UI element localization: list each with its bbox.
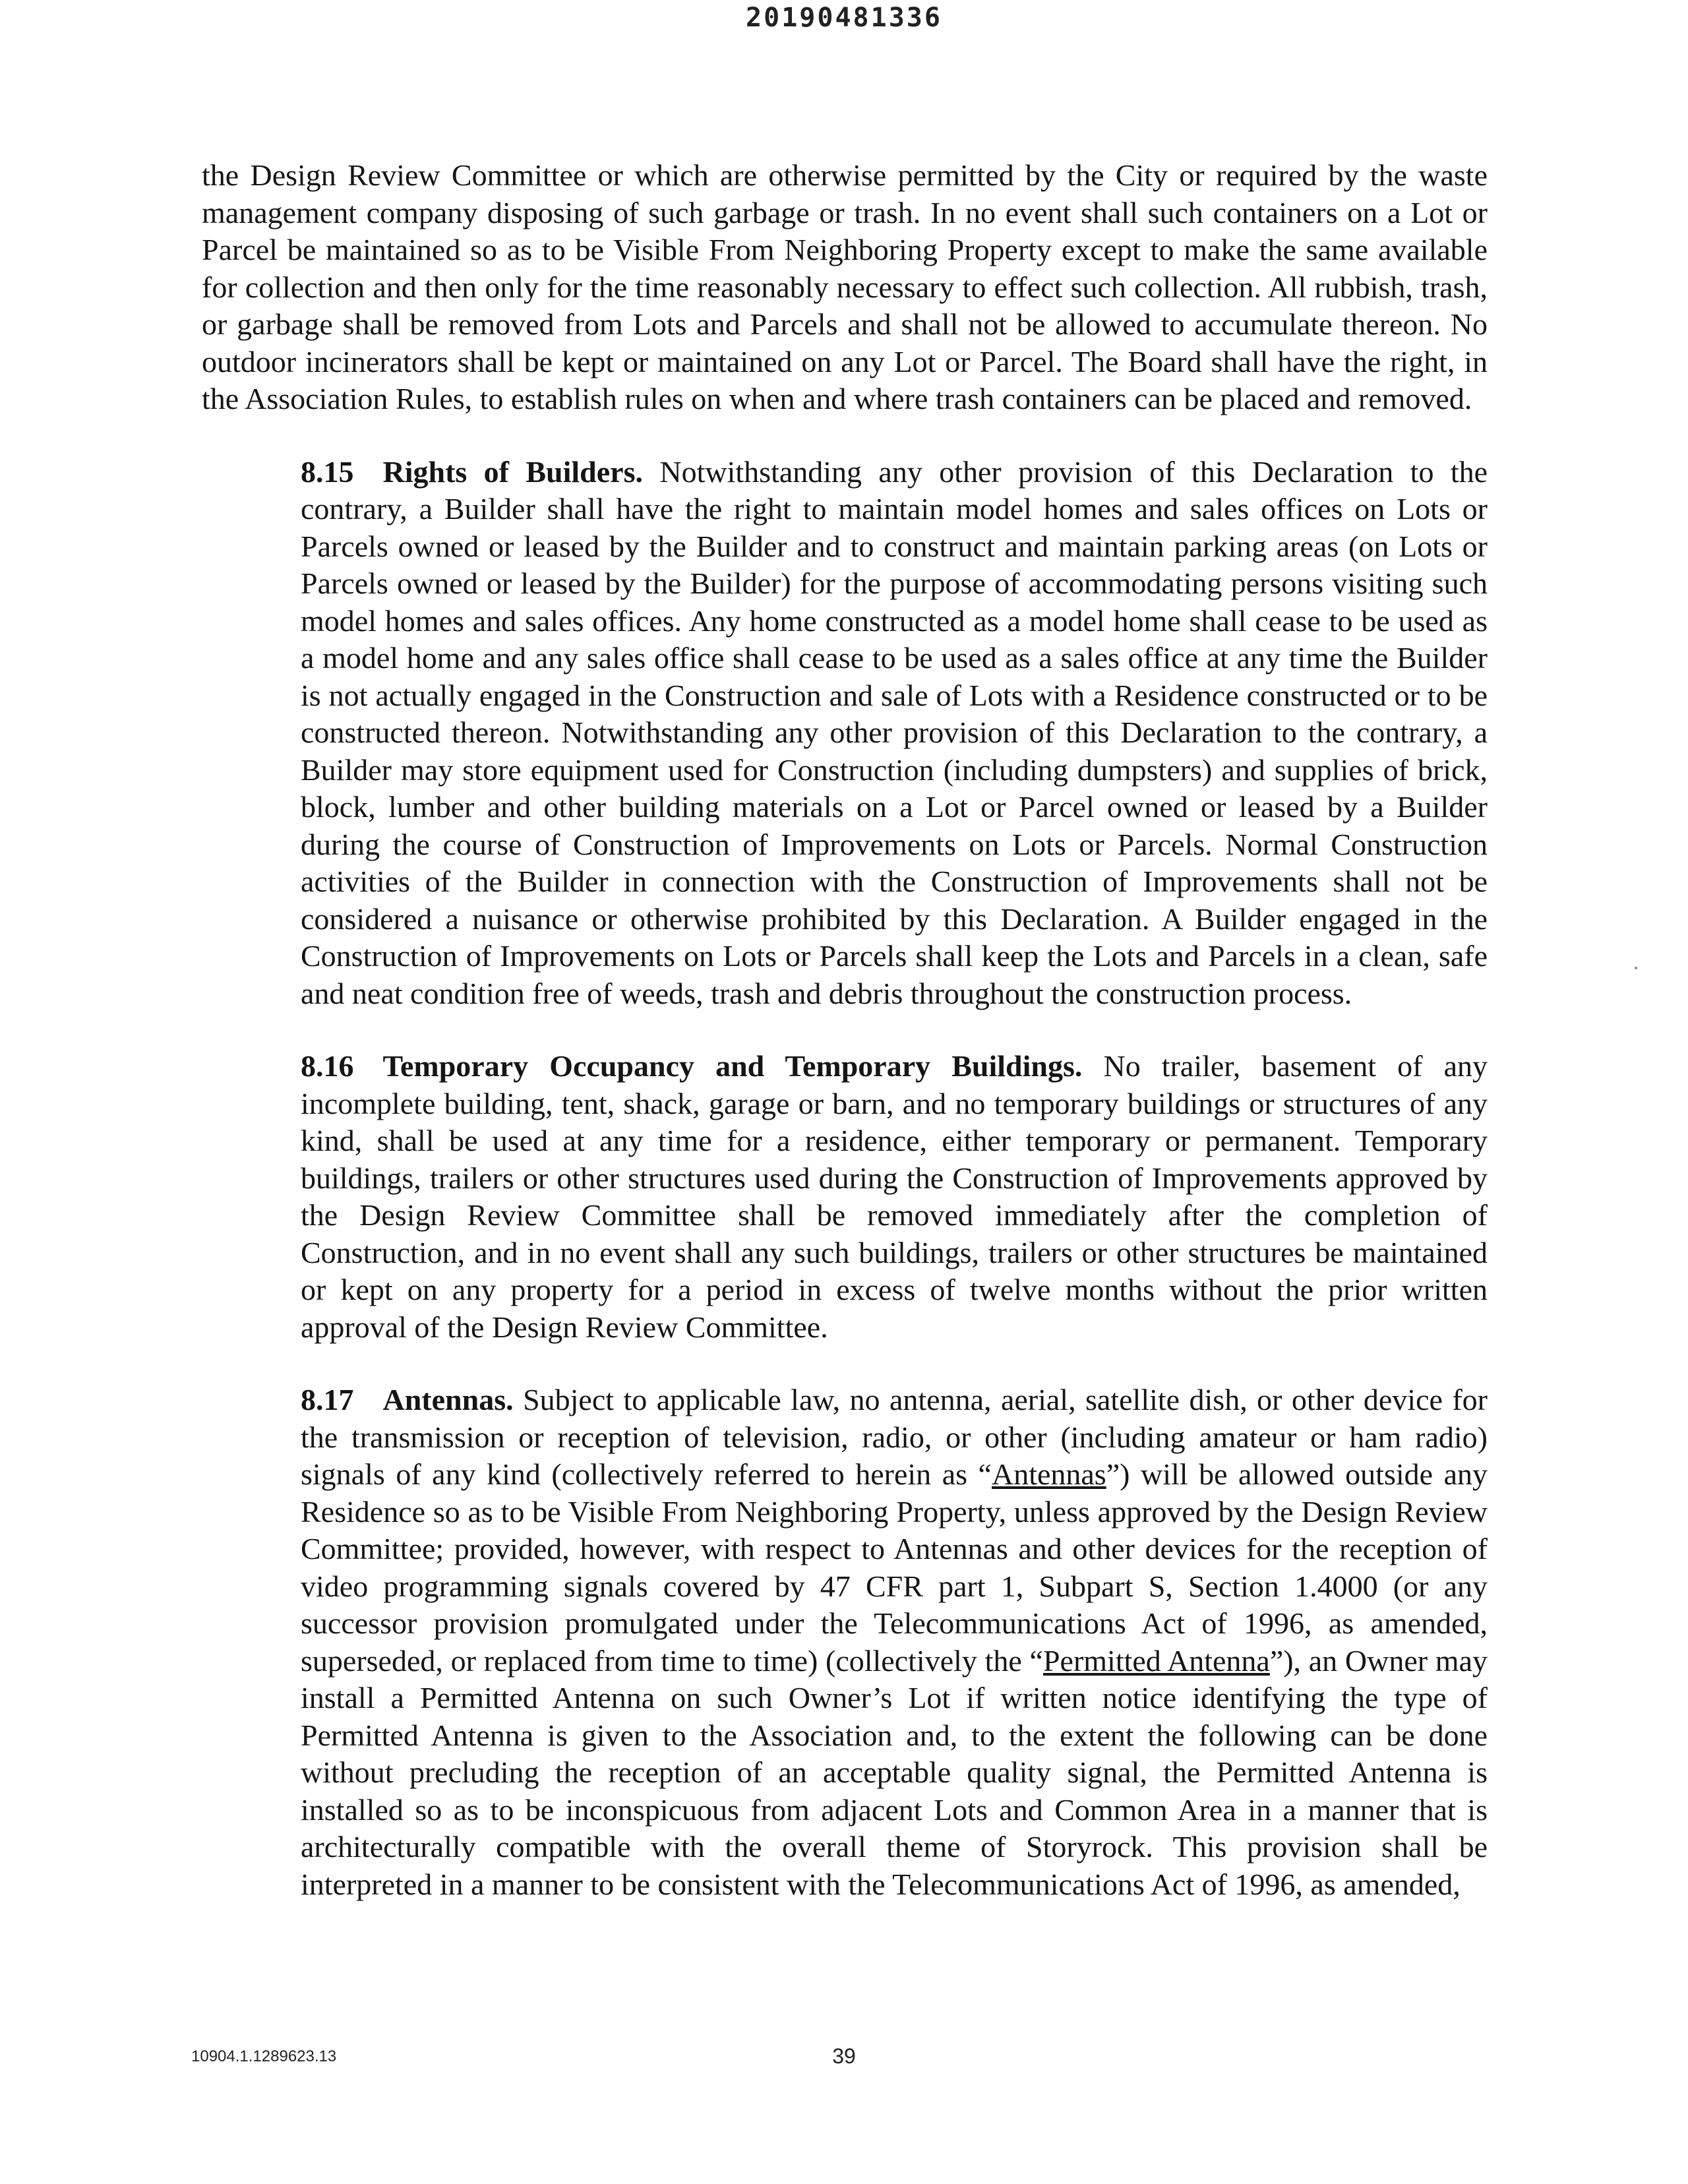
section-text-part: ”), an Owner may install a Permitted Antenna on such Owner’s Lot if written notice identifying the type of Permitted Antenna is given to the Association and, to the extent the following can be done without precluding the reception of an acceptable quality signal, the Permitted Antenna is installed so as to be inconspicuous from adjacent Lots and Common Area in a manner that is architecturally compatible with the overall theme of Storyrock. This provision shall be interpreted in a manner to be consistent with the Telecommunications Act of 1996, as amended, [301,1643,1488,1901]
section-number: 8.16 [301,1049,354,1083]
section-text: Notwithstanding any other provision of this Declaration to the contrary, a Builder shall have the right to maintain model homes and sales offices on Lots or Parcels owned or leased by the Builder and to construct and maintain parking areas (on Lots or Parcels owned or leased by the Builder) for the purpose of accommodating persons visiting such model homes and sales offices. Any home constructed as a model home shall cease to be used as a model home and any sales office shall cease to be used as a sales office at any time the Builder is not actually engaged in the Construction and sale of Lots with a Residence constructed or to be constructed thereon. Notwithstanding any other provision of this Declaration to the contrary, a Builder may store equipment used for Construction (including dumpsters) and supplies of brick, block, lumber and other building materials on a Lot or Parcel owned or leased by a Builder during the course of Construction of Improvements on Lots or Parcels. Normal Construction activities of the Builder in connection with the Construction of Improvements shall not be considered a nuisance or otherwise prohibited by this Declaration. A Builder engaged in the Construction of Improvements on Lots or Parcels shall keep the Lots and Parcels in a clean, safe and neat condition free of weeds, trash and debris throughout the construction process. [301,454,1488,1010]
defined-term-antennas: Antennas [991,1457,1106,1491]
section-8-15 [202,454,1488,1013]
section-number: 8.17 [301,1383,354,1416]
document-body [202,157,1488,1939]
section-title: Antennas. [382,1383,514,1416]
section-title: Temporary Occupancy and Temporary Buildings. [382,1049,1083,1083]
section-text-part: ”) will be allowed outside any Residence so as to be Visible From Neighboring Property, unless approved by the Design Review Committee; provided, however, with respect to Antennas and other devices for the reception of video programming signals covered by 47 CFR part 1, Subpart S, Section 1.4000 (or any successor provision promulgated under the Telecommunications Act of 1996, as amended, superseded, or replaced from time to time) (collectively the “ [301,1457,1488,1678]
section-text: No trailer, basement of any incomplete building, tent, shack, garage or barn, and no temporary buildings or structures of any kind, shall be used at any time for a residence, either temporary or permanent. Temporary buildings, trailers or other structures used during the Construction of Improvements approved by the Design Review Committee shall be removed immediately after the completion of Construction, and in no event shall any such buildings, trailers or other structures be maintained or kept on any property for a period in excess of twelve months without the prior written approval of the Design Review Committee. [301,1049,1488,1344]
document-id: 10904.1.1289623.13 [191,2048,337,2065]
defined-term-permitted-antenna: Permitted Antenna [1042,1643,1270,1678]
section-8-16 [202,1048,1488,1346]
recording-number: 20190481336 [746,3,942,33]
section-number: 8.15 [301,454,354,489]
section-8-17 [202,1381,1488,1903]
page-number: 39 [832,2044,856,2068]
section-text-part: Subject to applicable law, no antenna, aerial, satellite dish, or other device for the transmission or reception of television, radio, or other (including amateur or ham radio) signals of any kind (collectively referred to herein as “ [301,1383,1488,1491]
scan-speck [1635,967,1637,969]
section-title: Rights of Builders. [382,454,644,489]
paragraph-continuation: the Design Review Committee or which are otherwise permitted by the City or required by the waste management company disposing of such garbage or trash. In no event shall such containers on a Lot or Parcel be maintained so as to be Visible From Neighboring Property except to make the same available for collection and then only for the time reasonably necessary to effect such collection. All rubbish, trash, or garbage shall be removed from Lots and Parcels and shall not be allowed to accumulate thereon. No outdoor incinerators shall be kept or maintained on any Lot or Parcel. The Board shall have the right, in the Association Rules, to establish rules on when and where trash containers can be placed and removed. [202,158,1488,415]
